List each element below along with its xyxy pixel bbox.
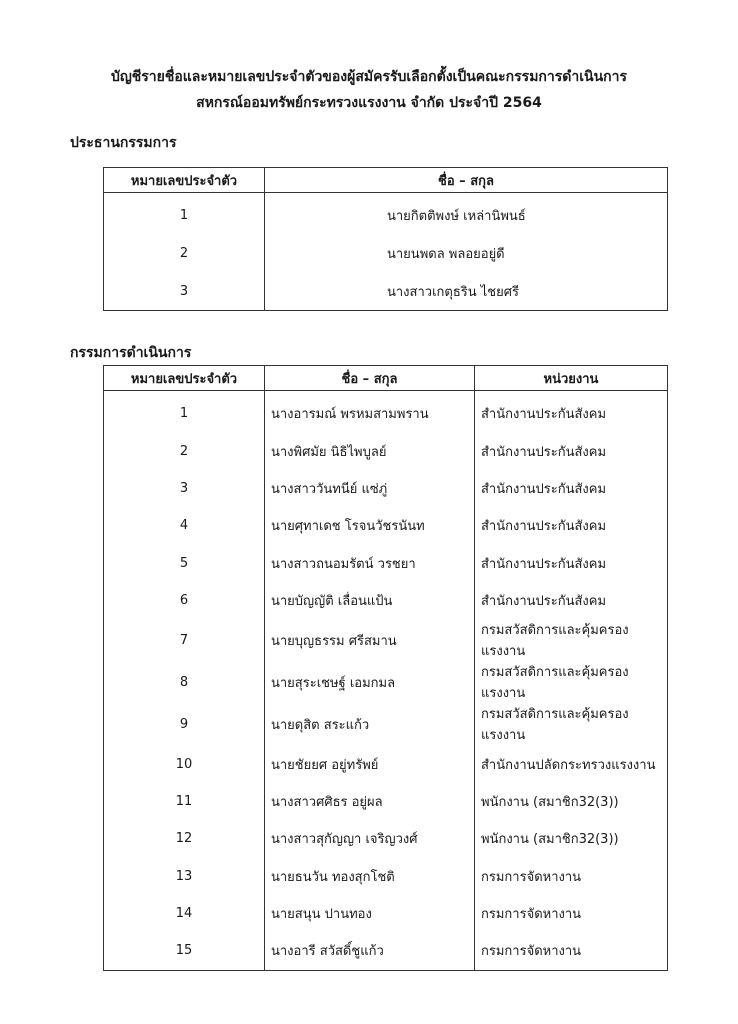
table-row <box>104 235 668 273</box>
cell-name: นางสาวศศิธร อยู่ผล <box>265 783 475 820</box>
table-row <box>104 745 668 782</box>
cell-no: 7 <box>104 619 265 661</box>
cell-name: นายสุระเชษฐ์ เอมกมล <box>265 661 475 703</box>
cell-unit: กรมสวัสดิการและคุ้มครองแรงงาน <box>475 661 668 703</box>
cell-no: 5 <box>104 545 265 582</box>
table-row <box>104 661 668 703</box>
table-row <box>104 273 668 311</box>
column-header-unit: หน่วยงาน <box>475 366 668 391</box>
board-section-heading: กรรมการดำเนินการ <box>70 345 192 361</box>
cell-unit: สำนักงานประกันสังคม <box>475 507 668 544</box>
cell-unit: สำนักงานประกันสังคม <box>475 582 668 619</box>
cell-no: 8 <box>104 661 265 703</box>
cell-no: 6 <box>104 582 265 619</box>
cell-no: 2 <box>104 432 265 469</box>
cell-name: นายบุญธรรม ศรีสมาน <box>265 619 475 661</box>
table-row <box>104 545 668 582</box>
cell-name: นางสาวเกตุธริน ไชยศรี <box>265 273 668 311</box>
cell-no: 9 <box>104 703 265 745</box>
cell-unit: กรมการจัดหางาน <box>475 858 668 895</box>
table-header-row <box>104 168 668 193</box>
cell-no: 1 <box>104 193 265 235</box>
chair-section-heading: ประธานกรรมการ <box>70 135 177 151</box>
cell-no: 14 <box>104 895 265 932</box>
cell-unit: สำนักงานประกันสังคม <box>475 391 668 433</box>
column-header-name: ชื่อ – สกุล <box>265 168 668 193</box>
cell-no: 2 <box>104 235 265 273</box>
cell-name: นายกิตติพงษ์ เหล่านิพนธ์ <box>265 193 668 235</box>
table-row <box>104 582 668 619</box>
document-title-line-2: สหกรณ์ออมทรัพย์กระทรวงแรงงาน จำกัด ประจำปี 2564 <box>196 95 542 111</box>
cell-unit: สำนักงานปลัดกระทรวงแรงงาน <box>475 745 668 782</box>
table-row <box>104 619 668 661</box>
table-row <box>104 703 668 745</box>
cell-name: นายสนุน ปานทอง <box>265 895 475 932</box>
table-row <box>104 507 668 544</box>
cell-unit: สำนักงานประกันสังคม <box>475 470 668 507</box>
cell-no: 13 <box>104 858 265 895</box>
cell-name: นายบัญญัติ เลื่อนแป้น <box>265 582 475 619</box>
table-header-row <box>104 366 668 391</box>
cell-unit: กรมการจัดหางาน <box>475 895 668 932</box>
document-title-line-1: บัญชีรายชื่อและหมายเลขประจำตัวของผู้สมัครรับเลือกตั้งเป็นคณะกรรมการดำเนินการ <box>110 69 628 85</box>
cell-unit: สำนักงานประกันสังคม <box>475 545 668 582</box>
board-candidates-table <box>103 365 668 971</box>
cell-name: นายศุทาเดช โรจนวัชรนันท <box>265 507 475 544</box>
table-row <box>104 470 668 507</box>
cell-name: นายธนวัน ทองสุกโชติ <box>265 858 475 895</box>
cell-unit: กรมสวัสดิการและคุ้มครองแรงงาน <box>475 619 668 661</box>
column-header-number: หมายเลขประจำตัว <box>104 168 265 193</box>
cell-name: นางสาววันทนีย์ แซ่ภู่ <box>265 470 475 507</box>
cell-name: นายดุสิต สระแก้ว <box>265 703 475 745</box>
cell-name: นางสาวถนอมรัตน์ วรชยา <box>265 545 475 582</box>
cell-unit: กรมสวัสดิการและคุ้มครองแรงงาน <box>475 703 668 745</box>
cell-no: 12 <box>104 820 265 857</box>
cell-no: 1 <box>104 391 265 433</box>
table-row <box>104 858 668 895</box>
table-row <box>104 391 668 433</box>
column-header-number: หมายเลขประจำตัว <box>104 366 265 391</box>
cell-no: 10 <box>104 745 265 782</box>
table-row <box>104 820 668 857</box>
cell-no: 4 <box>104 507 265 544</box>
cell-no: 3 <box>104 273 265 311</box>
table-row <box>104 193 668 235</box>
cell-no: 11 <box>104 783 265 820</box>
table-row <box>104 895 668 932</box>
cell-unit: พนักงาน (สมาชิก32(3)) <box>475 783 668 820</box>
cell-name: นางอารี สวัสดิ์ชูแก้ว <box>265 932 475 970</box>
cell-no: 3 <box>104 470 265 507</box>
table-row <box>104 783 668 820</box>
cell-name: นางพิศมัย นิธิไพบูลย์ <box>265 432 475 469</box>
chair-candidates-table <box>103 167 668 311</box>
column-header-name: ชื่อ – สกุล <box>265 366 475 391</box>
cell-unit: กรมการจัดหางาน <box>475 932 668 970</box>
cell-unit: สำนักงานประกันสังคม <box>475 432 668 469</box>
table-row <box>104 432 668 469</box>
cell-name: นางอารมณ์ พรหมสามพราน <box>265 391 475 433</box>
cell-name: นางสาวสุกัญญา เจริญวงศ์ <box>265 820 475 857</box>
table-row <box>104 932 668 970</box>
cell-no: 15 <box>104 932 265 970</box>
cell-unit: พนักงาน (สมาชิก32(3)) <box>475 820 668 857</box>
cell-name: นายชัยยศ อยู่ทรัพย์ <box>265 745 475 782</box>
cell-name: นายนพดล พลอยอยู่ดี <box>265 235 668 273</box>
